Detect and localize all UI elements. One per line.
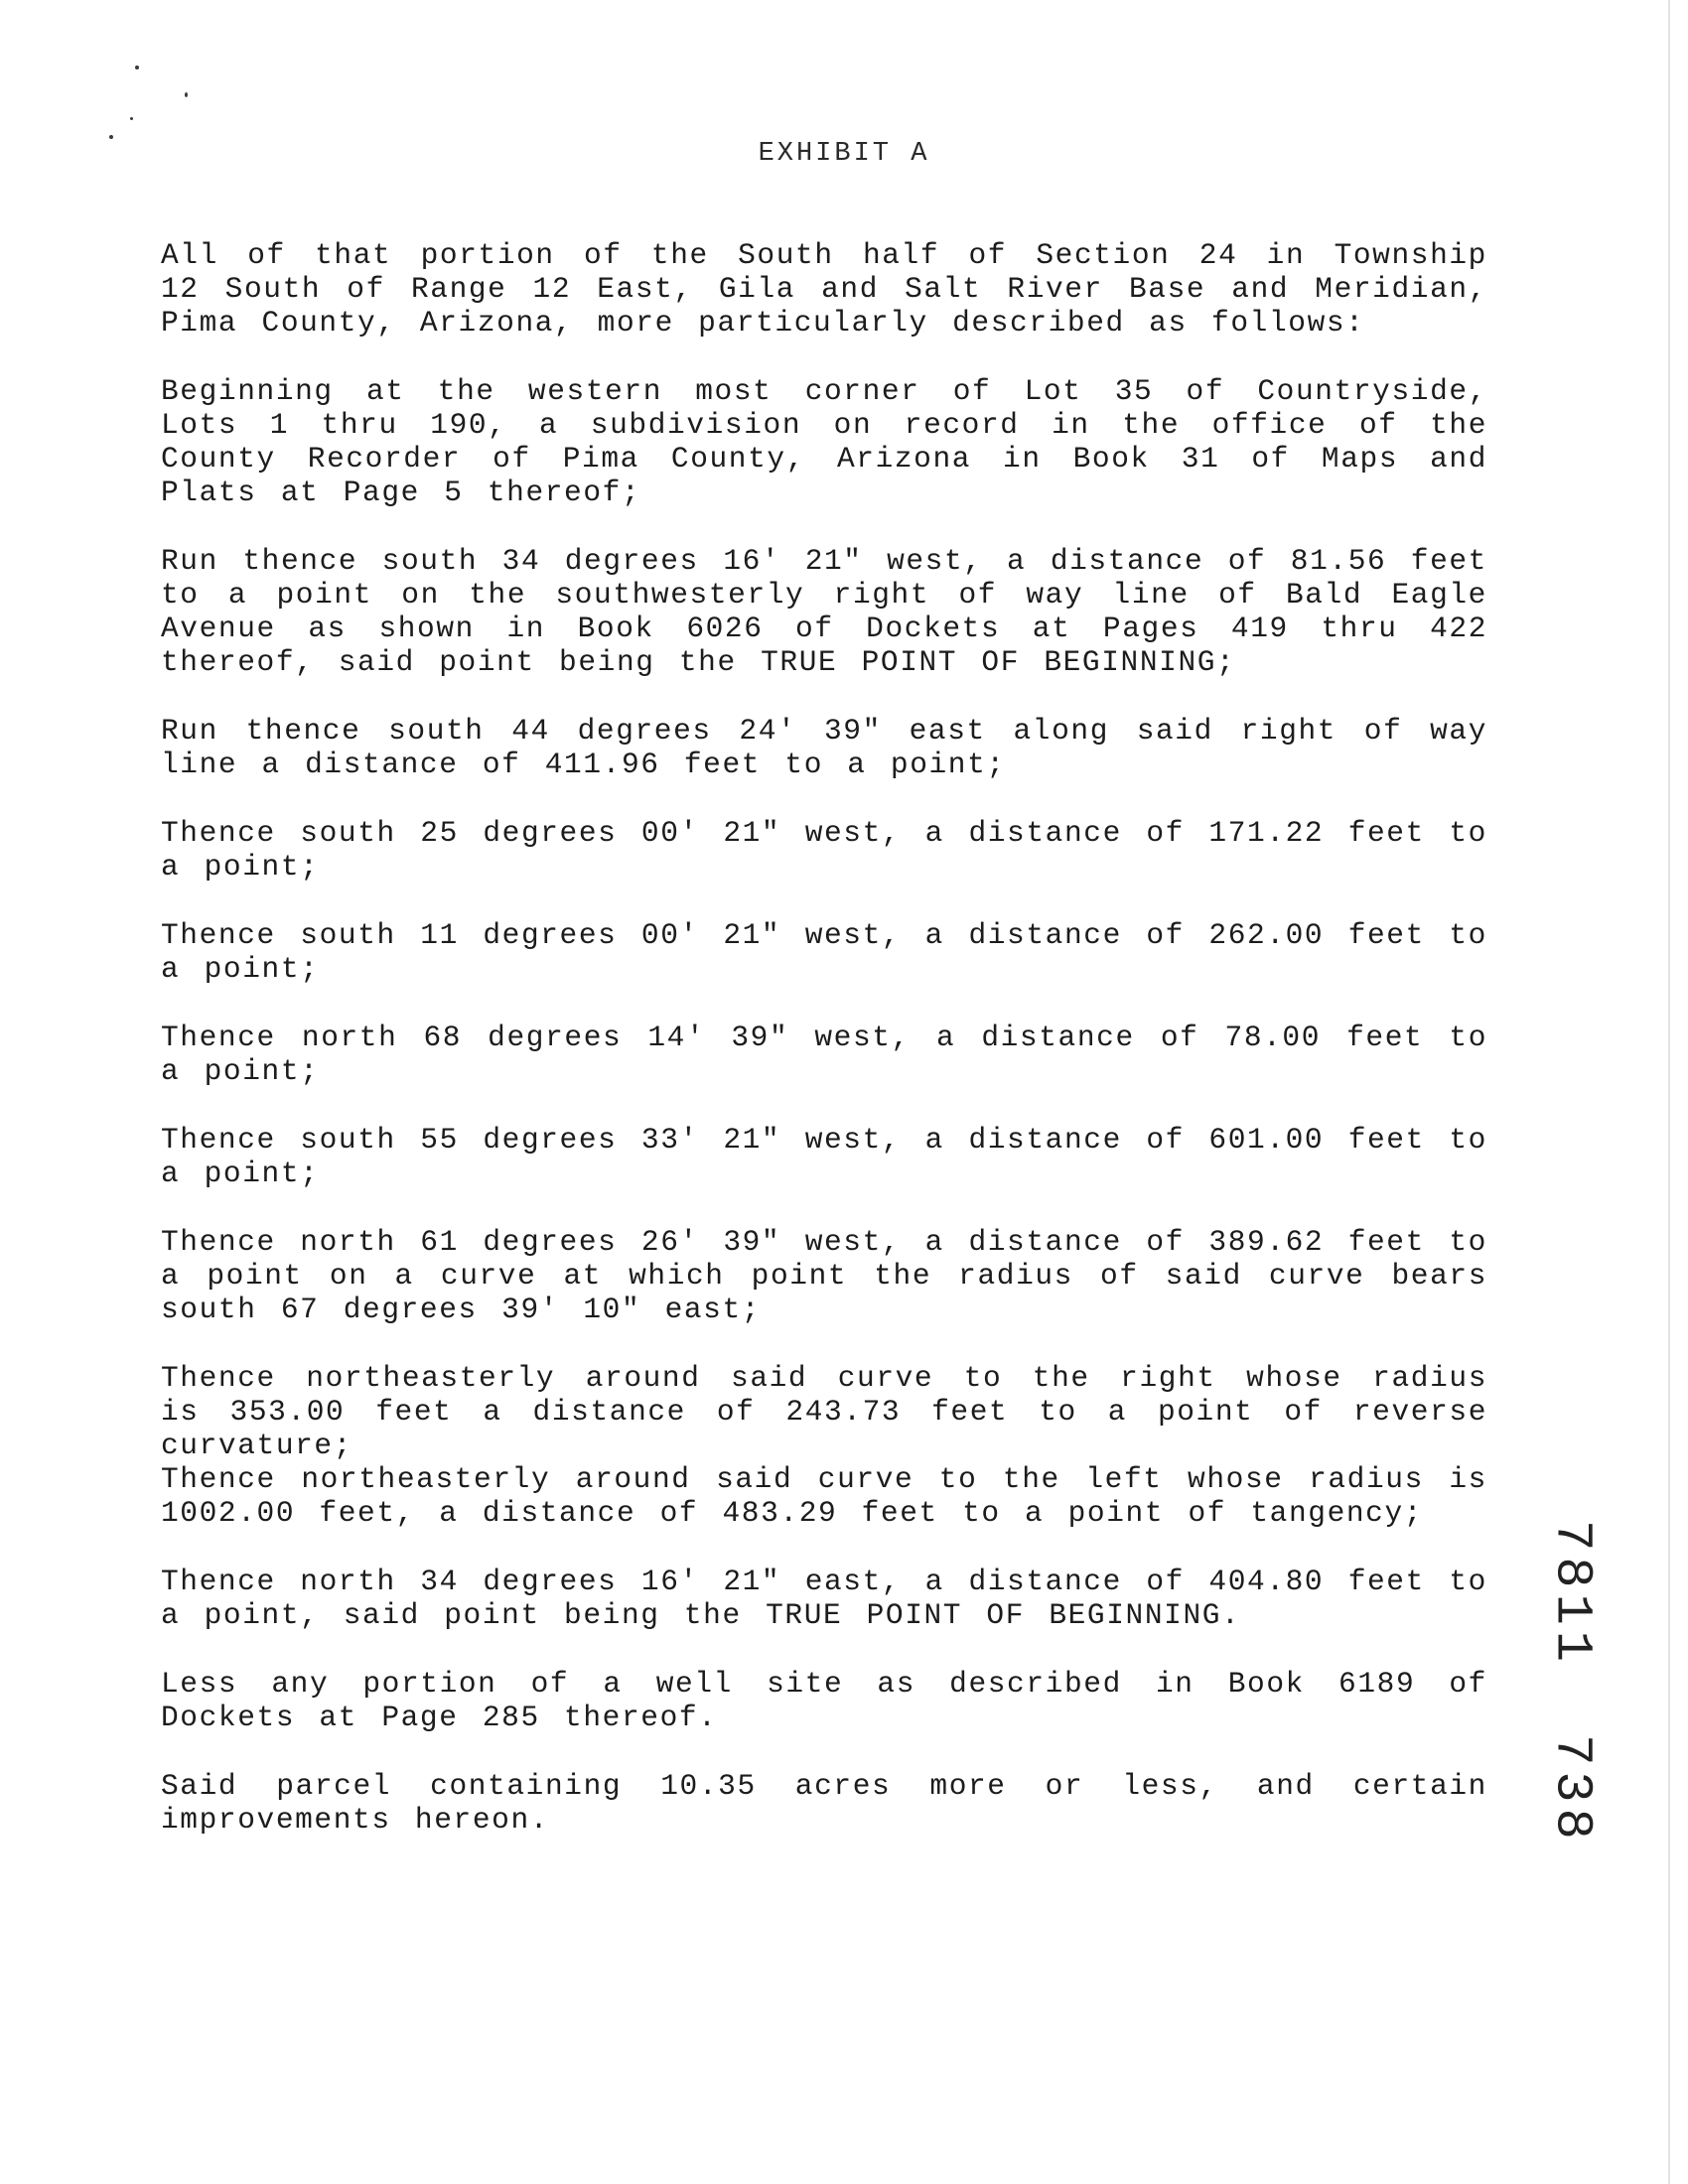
scan-speck bbox=[185, 92, 188, 97]
paragraph: Thence north 61 degrees 26' 39" west, a distance of 389.62 feet to a point on a curve at which point the radius of said curve bears south 67 degrees 39' 10" east; bbox=[161, 1225, 1487, 1326]
paragraph: Thence south 11 degrees 00' 21" west, a distance of 262.00 feet to a point; bbox=[161, 918, 1487, 986]
paragraph: Thence northeasterly around said curve to the left whose radius is 1002.00 feet, a distance of 483.29 feet to a point of tangency; bbox=[161, 1462, 1487, 1530]
paragraph: Thence north 34 degrees 16' 21" east, a distance of 404.80 feet to a point, said point being the TRUE POINT OF BEGINNING. bbox=[161, 1565, 1487, 1632]
paragraph: Said parcel containing 10.35 acres more or less, and certain improvements hereon. bbox=[161, 1769, 1487, 1837]
scan-speck bbox=[130, 117, 133, 120]
paragraph: Beginning at the western most corner of Lot 35 of Countryside, Lots 1 thru 190, a subdivision on record in the office of the County Recorder of Pima County, Arizona in Book 31 of Maps and Plats at Page 5 thereof; bbox=[161, 374, 1487, 509]
paragraph: Run thence south 34 degrees 16' 21" west, a distance of 81.56 feet to a point on the southwesterly right of way line of Bald Eagle Avenue as shown in Book 6026 of Dockets at Pages 419 thru 422 thereof, said point being the TRUE POINT OF BEGINNING; bbox=[161, 544, 1487, 679]
paragraph: Thence north 68 degrees 14' 39" west, a distance of 78.00 feet to a point; bbox=[161, 1021, 1487, 1088]
page-edge bbox=[1668, 0, 1670, 2184]
paragraph: Run thence south 44 degrees 24' 39" east along said right of way line a distance of 411.96 feet to a point; bbox=[161, 714, 1487, 781]
document-body bbox=[161, 238, 1487, 1871]
paragraph: All of that portion of the South half of Section 24 in Township 12 South of Range 12 East, Gila and Salt River Base and Meridian, Pima County, Arizona, more particularly described as follows: bbox=[161, 238, 1487, 340]
margin-stamp bbox=[1517, 1519, 1626, 1846]
document-title: EXHIBIT A bbox=[758, 139, 930, 169]
paragraph: Thence northeasterly around said curve to the right whose radius is 353.00 feet a distance of 243.73 feet to a point of reverse curvature; bbox=[161, 1361, 1487, 1462]
book-page-number: 7811 738 bbox=[1542, 1520, 1602, 1845]
paragraph: Thence south 25 degrees 00' 21" west, a distance of 171.22 feet to a point; bbox=[161, 816, 1487, 884]
scan-speck bbox=[135, 66, 139, 69]
paragraph: Thence south 55 degrees 33' 21" west, a distance of 601.00 feet to a point; bbox=[161, 1123, 1487, 1190]
paragraph: Less any portion of a well site as described in Book 6189 of Dockets at Page 285 thereof. bbox=[161, 1667, 1487, 1734]
